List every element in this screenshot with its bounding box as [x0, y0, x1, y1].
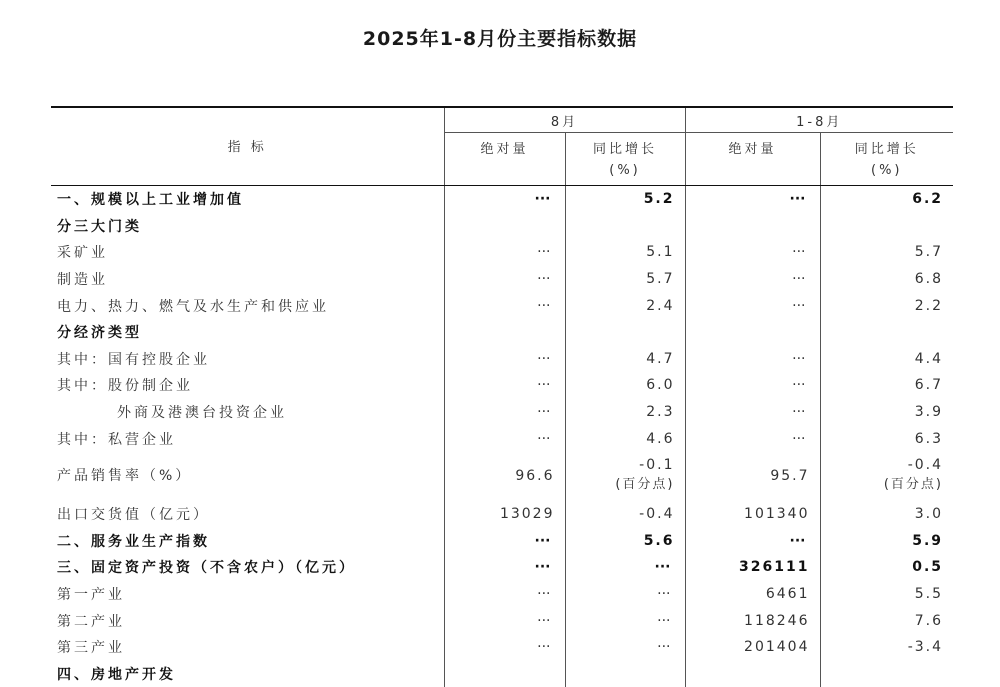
header-abs-aug: 绝对量 [444, 133, 565, 186]
table-row [51, 292, 953, 319]
cell-value: 5.5 [820, 581, 953, 608]
cell-value: 7.6 [820, 607, 953, 634]
cell-value: 6.8 [820, 266, 953, 293]
header-group-ytd: 1-8月 [685, 107, 953, 133]
table-row [51, 501, 953, 528]
cell-value: 6.3 [820, 425, 953, 452]
table-row [51, 346, 953, 373]
cell-value: ··· [685, 346, 820, 373]
cell-value: ··· [565, 554, 685, 581]
table-row [51, 425, 953, 452]
row-label: 其中：私营企业 [51, 425, 444, 452]
cell-value: 4.4 [820, 346, 953, 373]
row-label: 四、房地产开发 [51, 661, 444, 687]
cell-value: 6.0 [565, 372, 685, 399]
cell-value: ··· [685, 266, 820, 293]
cell-value: -3.4 [820, 634, 953, 661]
header-indicator: 指 标 [51, 107, 444, 186]
cell-value: ··· [565, 607, 685, 634]
cell-value: ··· [444, 399, 565, 426]
cell-value: ··· [685, 186, 820, 213]
header-yoy-aug: 同比增长 (%) [565, 133, 685, 186]
table-row [51, 554, 953, 581]
row-label: 分经济类型 [51, 319, 444, 346]
row-label: 外商及港澳台投资企业 [51, 399, 444, 426]
cell-value: ··· [444, 528, 565, 555]
cell-value: 6.2 [820, 186, 953, 213]
cell-value: 2.2 [820, 292, 953, 319]
cell-value [685, 213, 820, 240]
cell-value: ··· [685, 292, 820, 319]
cell-value: ··· [565, 634, 685, 661]
table-body [51, 186, 953, 687]
cell-value [565, 661, 685, 687]
cell-value: 2.4 [565, 292, 685, 319]
table-row [51, 319, 953, 346]
cell-value: -0.4 [565, 501, 685, 528]
cell-value: -0.1 (百分点) [565, 452, 685, 501]
cell-value: 118246 [685, 607, 820, 634]
row-label: 三、固定资产投资（不含农户）（亿元） [51, 554, 444, 581]
cell-value: 5.7 [565, 266, 685, 293]
cell-value: ··· [444, 581, 565, 608]
cell-value [565, 319, 685, 346]
cell-value: ··· [685, 399, 820, 426]
row-label: 出口交货值（亿元） [51, 501, 444, 528]
header-group-aug: 8月 [444, 107, 685, 133]
cell-value [444, 319, 565, 346]
cell-value: ··· [685, 372, 820, 399]
table-row [51, 528, 953, 555]
cell-value: 4.6 [565, 425, 685, 452]
row-label: 采矿业 [51, 239, 444, 266]
cell-value: 96.6 [444, 452, 565, 501]
table-row [51, 239, 953, 266]
cell-value: ··· [444, 554, 565, 581]
cell-value [565, 213, 685, 240]
row-label: 第二产业 [51, 607, 444, 634]
cell-value [685, 661, 820, 687]
cell-value: 3.0 [820, 501, 953, 528]
cell-value [820, 661, 953, 687]
cell-value: ··· [444, 292, 565, 319]
row-label: 产品销售率（%） [51, 452, 444, 501]
cell-value: ··· [444, 607, 565, 634]
cell-value: 5.6 [565, 528, 685, 555]
cell-value [820, 319, 953, 346]
cell-value: 326111 [685, 554, 820, 581]
cell-value: ··· [565, 581, 685, 608]
cell-value: ··· [444, 634, 565, 661]
row-label: 第三产业 [51, 634, 444, 661]
cell-value: 201404 [685, 634, 820, 661]
table-row [51, 399, 953, 426]
cell-value: 6461 [685, 581, 820, 608]
cell-value: -0.4 (百分点) [820, 452, 953, 501]
cell-value: ··· [685, 528, 820, 555]
cell-value: 5.7 [820, 239, 953, 266]
table-row [51, 634, 953, 661]
row-label: 其中：股份制企业 [51, 372, 444, 399]
cell-value: 101340 [685, 501, 820, 528]
cell-value: ··· [444, 266, 565, 293]
row-label: 分三大门类 [51, 213, 444, 240]
row-label: 二、服务业生产指数 [51, 528, 444, 555]
cell-value [685, 319, 820, 346]
table-row [51, 186, 953, 213]
cell-value: 3.9 [820, 399, 953, 426]
cell-value [820, 213, 953, 240]
table-row [51, 607, 953, 634]
cell-value: ··· [444, 346, 565, 373]
cell-value: ··· [444, 239, 565, 266]
cell-value: 2.3 [565, 399, 685, 426]
cell-value: ··· [444, 186, 565, 213]
cell-value: 95.7 [685, 452, 820, 501]
indicator-table [51, 106, 953, 687]
cell-value: ··· [444, 425, 565, 452]
row-label: 其中：国有控股企业 [51, 346, 444, 373]
cell-value: 5.9 [820, 528, 953, 555]
header-yoy-ytd: 同比增长 (%) [820, 133, 953, 186]
table-row [51, 372, 953, 399]
row-label: 制造业 [51, 266, 444, 293]
table-header [51, 107, 953, 186]
cell-value [444, 661, 565, 687]
row-label: 一、规模以上工业增加值 [51, 186, 444, 213]
cell-value: ··· [444, 372, 565, 399]
cell-value: 5.2 [565, 186, 685, 213]
page-title: 2025年1-8月份主要指标数据 [0, 24, 1000, 51]
row-label: 电力、热力、燃气及水生产和供应业 [51, 292, 444, 319]
cell-value: 5.1 [565, 239, 685, 266]
header-abs-ytd: 绝对量 [685, 133, 820, 186]
table-row [51, 661, 953, 687]
row-label: 第一产业 [51, 581, 444, 608]
cell-value: ··· [685, 425, 820, 452]
table-row [51, 452, 953, 501]
table-row [51, 213, 953, 240]
table-row [51, 266, 953, 293]
cell-value: 0.5 [820, 554, 953, 581]
cell-value [444, 213, 565, 240]
cell-value: 6.7 [820, 372, 953, 399]
cell-value: ··· [685, 239, 820, 266]
cell-value: 13029 [444, 501, 565, 528]
table-row [51, 581, 953, 608]
cell-value: 4.7 [565, 346, 685, 373]
